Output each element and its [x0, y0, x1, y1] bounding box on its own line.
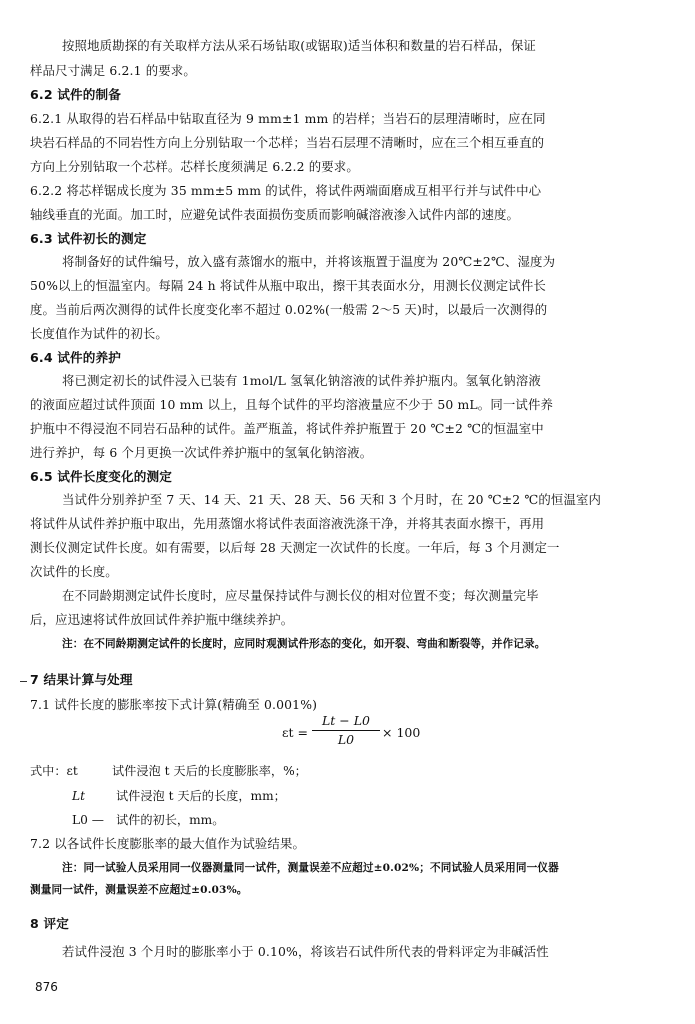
margin-mark [20, 681, 27, 682]
paragraph-6-4-line-2: 的液面应超过试件顶面 10 mm 以上，且每个试件的平均溶液量应不少于 50 mL。同一试件养 [30, 397, 554, 412]
paragraph-6-3-line-3: 度。当前后两次测得的试件长度变化率不超过 0.02%(一般需 2～5 天)时，以最后一次测得的 [30, 302, 548, 317]
paragraph-7-1: 7.1 试件长度的膨胀率按下式计算(精确至 0.001%) [30, 697, 318, 712]
fraction-bar [312, 730, 380, 731]
note-7-2-line-1: 注：同一试验人员采用同一仪器测量同一试件，测量误差不应超过±0.02%；不同试验人员采用同一仪器 [62, 862, 559, 874]
paragraph-6-5-line-1: 当试件分别养护至 7 天、14 天、21 天、28 天、56 天和 3 个月时，在 20 ℃±2 ℃的恒温室内 [62, 492, 602, 507]
variable-l0-symbol: L0 — [72, 813, 104, 827]
paragraph-7-2: 7.2 以各试件长度膨胀率的最大值作为试验结果。 [30, 836, 306, 851]
section-heading-6-5: 6.5 试件长度变化的测定 [30, 469, 172, 484]
paragraph-6-4-line-4: 进行养护，每 6 个月更换一次试件养护瓶中的氢氧化钠溶液。 [30, 445, 373, 460]
note-6-5: 注：在不同龄期测定试件的长度时，应同时观测试件形态的变化，如开裂、弯曲和断裂等，并作记录。 [62, 638, 546, 650]
paragraph-6-2-2-line-1: 6.2.2 将芯样锯成长度为 35 mm±5 mm 的试件，将试件两端面磨成互相平行并与试件中心 [30, 183, 542, 198]
paragraph-6-3-line-2: 50%以上的恒温室内。每隔 24 h 将试件从瓶中取出，擦干其表面水分，用测长仪测定试件长 [30, 278, 546, 293]
paragraph-6-3-line-4: 长度值作为试件的初长。 [30, 326, 168, 341]
paragraph-8: 若试件浸泡 3 个月时的膨胀率小于 0.10%，将该岩石试件所代表的骨料评定为非碱活性 [62, 944, 549, 959]
paragraph-6-4-line-1: 将已测定初长的试件浸入已装有 1mol/L 氢氧化钠溶液的试件养护瓶内。氢氧化钠溶液 [62, 373, 541, 388]
section-heading-7: 7 结果计算与处理 [30, 672, 133, 687]
variable-lt-symbol: Lt [72, 789, 85, 803]
paragraph-6-4-line-3: 护瓶中不得浸泡不同岩石品种的试件。盖严瓶盖，将试件养护瓶置于 20 ℃±2 ℃的恒温室中 [30, 421, 544, 436]
paragraph-6-2-1-line-1: 6.2.1 从取得的岩石样品中钻取直径为 9 mm±1 mm 的岩样；当岩石的层理清晰时，应在同 [30, 111, 546, 126]
formula-fraction [312, 713, 380, 748]
paragraph-6-2-1-line-3: 方向上分别钻取一个芯样。芯样长度须满足 6.2.2 的要求。 [30, 159, 359, 174]
paragraph-6-2-2-line-2: 轴线垂直的光面。加工时，应避免试件表面损伤变质而影响碱溶液渗入试件内部的速度。 [30, 207, 520, 222]
paragraph-6-5b-line-2: 后，应迅速将试件放回试件养护瓶中继续养护。 [30, 612, 294, 627]
section-heading-6-2: 6.2 试件的制备 [30, 87, 122, 102]
formula-numerator: Lt − L0 [322, 713, 370, 728]
note-7-2-line-2: 测量同一试件，测量误差不应超过±0.03%。 [30, 884, 248, 896]
paragraph-6-5-line-3: 测长仪测定试件长度。如有需要，以后每 28 天测定一次试件的长度。一年后，每 3 个月测定一 [30, 540, 560, 555]
page-number: 876 [35, 980, 58, 994]
variable-lt-desc: 试件浸泡 t 天后的长度，mm； [116, 789, 286, 803]
paragraph-6-3-line-1: 将制备好的试件编号，放入盛有蒸馏水的瓶中，并将该瓶置于温度为 20℃±2℃、湿度为 [62, 254, 556, 269]
variable-eps-desc: 试件浸泡 t 天后的长度膨胀率，%； [112, 764, 307, 778]
paragraph-6-5-line-4: 次试件的长度。 [30, 564, 118, 579]
variable-intro: 式中：εt [30, 764, 78, 778]
section-heading-8: 8 评定 [30, 916, 69, 931]
expansion-formula [282, 713, 422, 753]
paragraph-6-2-1-line-2: 块岩石样品的不同岩性方向上分别钻取一个芯样；当岩石层理不清晰时，应在三个相互垂直的 [30, 135, 545, 150]
paragraph-sampling-line-1: 按照地质勘探的有关取样方法从采石场钻取(或锯取)适当体积和数量的岩石样品，保证 [62, 38, 536, 53]
section-heading-6-3: 6.3 试件初长的测定 [30, 231, 147, 246]
formula-lhs: εt = [282, 725, 308, 740]
variable-l0-desc: 试件的初长，mm。 [116, 813, 225, 827]
formula-rhs: × 100 [382, 725, 421, 740]
paragraph-6-5b-line-1: 在不同龄期测定试件长度时，应尽量保持试件与测长仪的相对位置不变；每次测量完毕 [62, 588, 539, 603]
paragraph-6-5-line-2: 将试件从试件养护瓶中取出，先用蒸馏水将试件表面溶液洗涤干净，并将其表面水擦干，再用 [30, 516, 545, 531]
formula-denominator: L0 [337, 732, 355, 747]
paragraph-sampling-line-2: 样品尺寸满足 6.2.1 的要求。 [30, 63, 196, 78]
section-heading-6-4: 6.4 试件的养护 [30, 350, 122, 365]
